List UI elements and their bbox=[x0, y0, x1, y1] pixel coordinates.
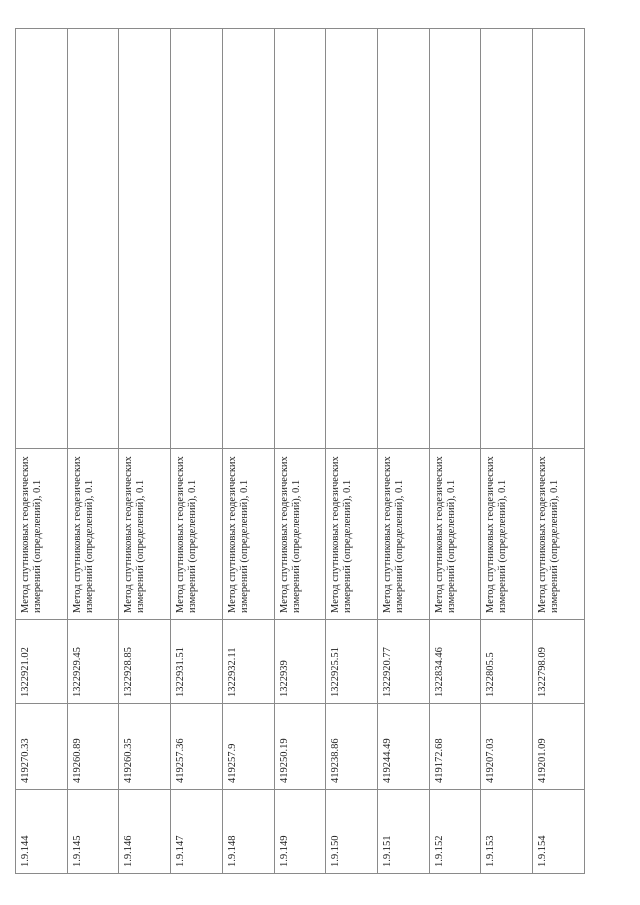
empty-cell bbox=[67, 29, 119, 449]
empty-cell bbox=[119, 29, 171, 449]
point-number-cell: 1.9.146 bbox=[119, 790, 171, 874]
table-row bbox=[429, 29, 481, 874]
table-row bbox=[533, 29, 585, 874]
method-cell: Метод спутниковых геодезических измерений (определений), 0.1 bbox=[481, 449, 533, 620]
empty-cell bbox=[378, 29, 430, 449]
method-cell: Метод спутниковых геодезических измерений (определений), 0.1 bbox=[429, 449, 481, 620]
method-cell: Метод спутниковых геодезических измерений (определений), 0.1 bbox=[222, 449, 274, 620]
coordinate-y-cell: 1322798.09 bbox=[533, 620, 585, 704]
method-cell: Метод спутниковых геодезических измерений (определений), 0.1 bbox=[67, 449, 119, 620]
coordinate-x-cell: 419270.33 bbox=[16, 704, 68, 790]
coordinate-x-cell: 419260.89 bbox=[67, 704, 119, 790]
empty-cell bbox=[274, 29, 326, 449]
point-number-cell: 1.9.145 bbox=[67, 790, 119, 874]
coordinate-x-cell: 419244.49 bbox=[378, 704, 430, 790]
empty-cell bbox=[171, 29, 223, 449]
coordinate-x-cell: 419201.09 bbox=[533, 704, 585, 790]
point-number-cell: 1.9.148 bbox=[222, 790, 274, 874]
table-body bbox=[16, 29, 585, 874]
empty-cell bbox=[481, 29, 533, 449]
coordinate-y-cell: 1322805.5 bbox=[481, 620, 533, 704]
coordinate-y-cell: 1322939 bbox=[274, 620, 326, 704]
point-number-cell: 1.9.149 bbox=[274, 790, 326, 874]
coordinate-y-cell: 1322931.51 bbox=[171, 620, 223, 704]
coordinate-y-cell: 1322921.02 bbox=[16, 620, 68, 704]
table-row bbox=[16, 29, 68, 874]
empty-cell bbox=[533, 29, 585, 449]
point-number-cell: 1.9.147 bbox=[171, 790, 223, 874]
coordinate-x-cell: 419238.86 bbox=[326, 704, 378, 790]
coordinate-y-cell: 1322928.85 bbox=[119, 620, 171, 704]
method-cell: Метод спутниковых геодезических измерений (определений), 0.1 bbox=[533, 449, 585, 620]
table-row bbox=[326, 29, 378, 874]
point-number-cell: 1.9.154 bbox=[533, 790, 585, 874]
method-cell: Метод спутниковых геодезических измерений (определений), 0.1 bbox=[274, 449, 326, 620]
empty-cell bbox=[429, 29, 481, 449]
coordinates-table bbox=[15, 28, 585, 874]
coordinate-x-cell: 419260.35 bbox=[119, 704, 171, 790]
point-number-cell: 1.9.150 bbox=[326, 790, 378, 874]
method-cell: Метод спутниковых геодезических измерений (определений), 0.1 bbox=[16, 449, 68, 620]
empty-cell bbox=[326, 29, 378, 449]
coordinate-x-cell: 419172.68 bbox=[429, 704, 481, 790]
table-row bbox=[481, 29, 533, 874]
coordinate-x-cell: 419257.36 bbox=[171, 704, 223, 790]
point-number-cell: 1.9.151 bbox=[378, 790, 430, 874]
coordinate-y-cell: 1322932.11 bbox=[222, 620, 274, 704]
table-row bbox=[222, 29, 274, 874]
coordinate-y-cell: 1322925.51 bbox=[326, 620, 378, 704]
method-cell: Метод спутниковых геодезических измерений (определений), 0.1 bbox=[119, 449, 171, 620]
coordinate-x-cell: 419257.9 bbox=[222, 704, 274, 790]
method-cell: Метод спутниковых геодезических измерений (определений), 0.1 bbox=[171, 449, 223, 620]
coordinate-y-cell: 1322920.77 bbox=[378, 620, 430, 704]
coordinate-x-cell: 419207.03 bbox=[481, 704, 533, 790]
table-row bbox=[119, 29, 171, 874]
method-cell: Метод спутниковых геодезических измерений (определений), 0.1 bbox=[378, 449, 430, 620]
point-number-cell: 1.9.144 bbox=[16, 790, 68, 874]
table-row bbox=[274, 29, 326, 874]
table-row bbox=[378, 29, 430, 874]
point-number-cell: 1.9.153 bbox=[481, 790, 533, 874]
empty-cell bbox=[222, 29, 274, 449]
table-row bbox=[171, 29, 223, 874]
method-cell: Метод спутниковых геодезических измерений (определений), 0.1 bbox=[326, 449, 378, 620]
coordinate-y-cell: 1322834.46 bbox=[429, 620, 481, 704]
empty-cell bbox=[16, 29, 68, 449]
coordinate-y-cell: 1322929.45 bbox=[67, 620, 119, 704]
point-number-cell: 1.9.152 bbox=[429, 790, 481, 874]
table-row bbox=[67, 29, 119, 874]
coordinates-table-wrapper bbox=[15, 29, 585, 874]
coordinate-x-cell: 419250.19 bbox=[274, 704, 326, 790]
